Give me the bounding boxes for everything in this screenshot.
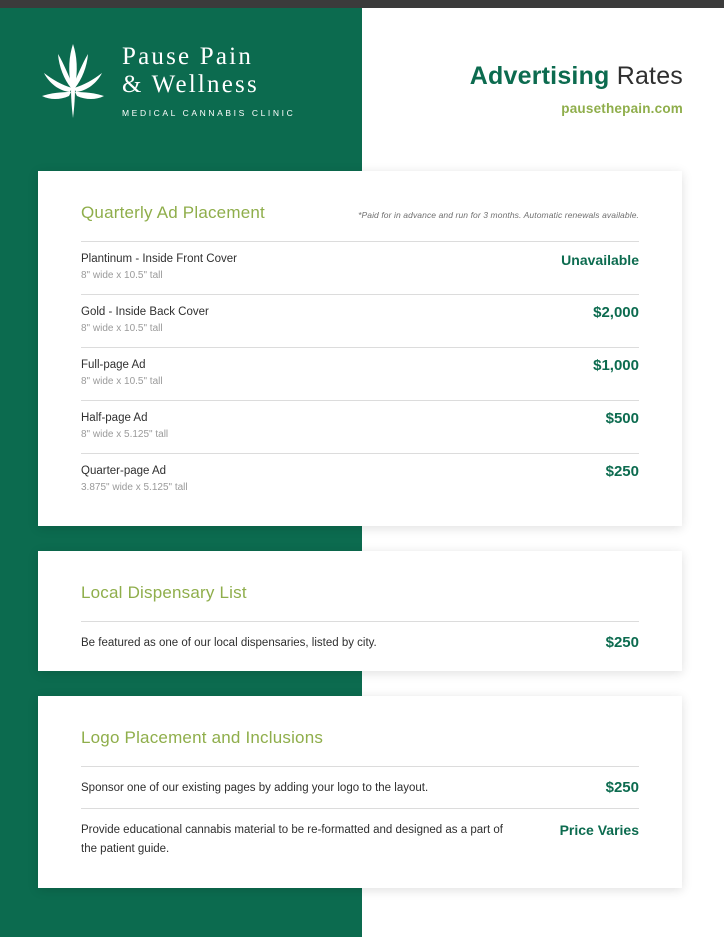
rate-info — [81, 304, 209, 337]
table-row — [81, 400, 639, 453]
rate-info — [81, 463, 188, 496]
section-card-dispensary — [38, 551, 682, 671]
rate-name: Plantinum - Inside Front Cover — [81, 253, 237, 265]
table-row — [81, 808, 639, 869]
page-title-light: Rates — [616, 62, 683, 90]
rate-price: Price Varies — [559, 822, 639, 838]
brand-line-1: Pause Pain — [122, 42, 254, 70]
section-note: *Paid for in advance and run for 3 months. Automatic renewals available. — [358, 210, 639, 220]
rate-info — [81, 357, 163, 390]
section-title: Quarterly Ad Placement — [81, 203, 265, 222]
section-card-logo-placement — [38, 696, 682, 888]
rate-dimensions: 8" wide x 10.5" tall — [81, 323, 163, 334]
rate-dimensions: 8" wide x 10.5" tall — [81, 376, 163, 387]
rate-price: $250 — [605, 779, 639, 796]
rate-name: Full-page Ad — [81, 359, 146, 371]
rate-dimensions: 3.875" wide x 5.125" tall — [81, 482, 188, 493]
section-header-quarterly — [81, 171, 639, 241]
table-row — [81, 294, 639, 347]
rate-dimensions: 8" wide x 5.125" tall — [81, 429, 169, 440]
section-title: Logo Placement and Inclusions — [81, 728, 324, 747]
rate-price: $2,000 — [593, 304, 639, 321]
rate-name: Quarter-page Ad — [81, 465, 167, 477]
table-row — [81, 241, 639, 294]
rate-price: $500 — [605, 410, 639, 427]
section-header-dispensary — [81, 551, 639, 621]
table-row — [81, 347, 639, 400]
row-description: Sponsor one of our existing pages by adding your logo to the layout. — [81, 782, 429, 794]
brand-logo — [40, 40, 295, 120]
rate-info — [81, 410, 168, 443]
rate-name: Half-page Ad — [81, 412, 148, 424]
section-card-quarterly — [38, 171, 682, 526]
row-description: Provide educational cannabis material to be re-formatted and designed as a part of the patient guide. — [81, 824, 503, 855]
brand-wordmark — [122, 43, 295, 118]
brand-line-2: & Wellness — [122, 70, 259, 98]
section-body-quarterly — [38, 171, 682, 506]
rate-price: $250 — [605, 463, 639, 480]
rate-price: Unavailable — [561, 252, 639, 268]
website-url: pausethepain.com — [561, 101, 683, 116]
rate-dimensions: 8" wide x 10.5" tall — [81, 270, 163, 281]
table-row — [81, 766, 639, 808]
rate-price: $1,000 — [593, 357, 639, 374]
table-row — [81, 453, 639, 506]
brand-tagline: MEDICAL CANNABIS CLINIC — [122, 107, 296, 118]
section-header-logo-placement — [81, 696, 639, 766]
rate-name: Gold - Inside Back Cover — [81, 306, 209, 318]
table-row — [81, 621, 639, 663]
page-title — [470, 62, 683, 91]
rate-price: $250 — [605, 634, 639, 651]
section-body-logo-placement — [38, 696, 682, 869]
section-body-dispensary — [38, 551, 682, 663]
page-title-bold: Advertising — [469, 62, 610, 90]
cannabis-leaf-icon — [40, 40, 106, 120]
row-description: Be featured as one of our local dispensaries, listed by city. — [81, 637, 377, 649]
rate-info — [81, 251, 237, 284]
page-title-area — [470, 62, 683, 116]
section-title: Local Dispensary List — [81, 583, 247, 602]
top-border-strip — [0, 0, 724, 8]
